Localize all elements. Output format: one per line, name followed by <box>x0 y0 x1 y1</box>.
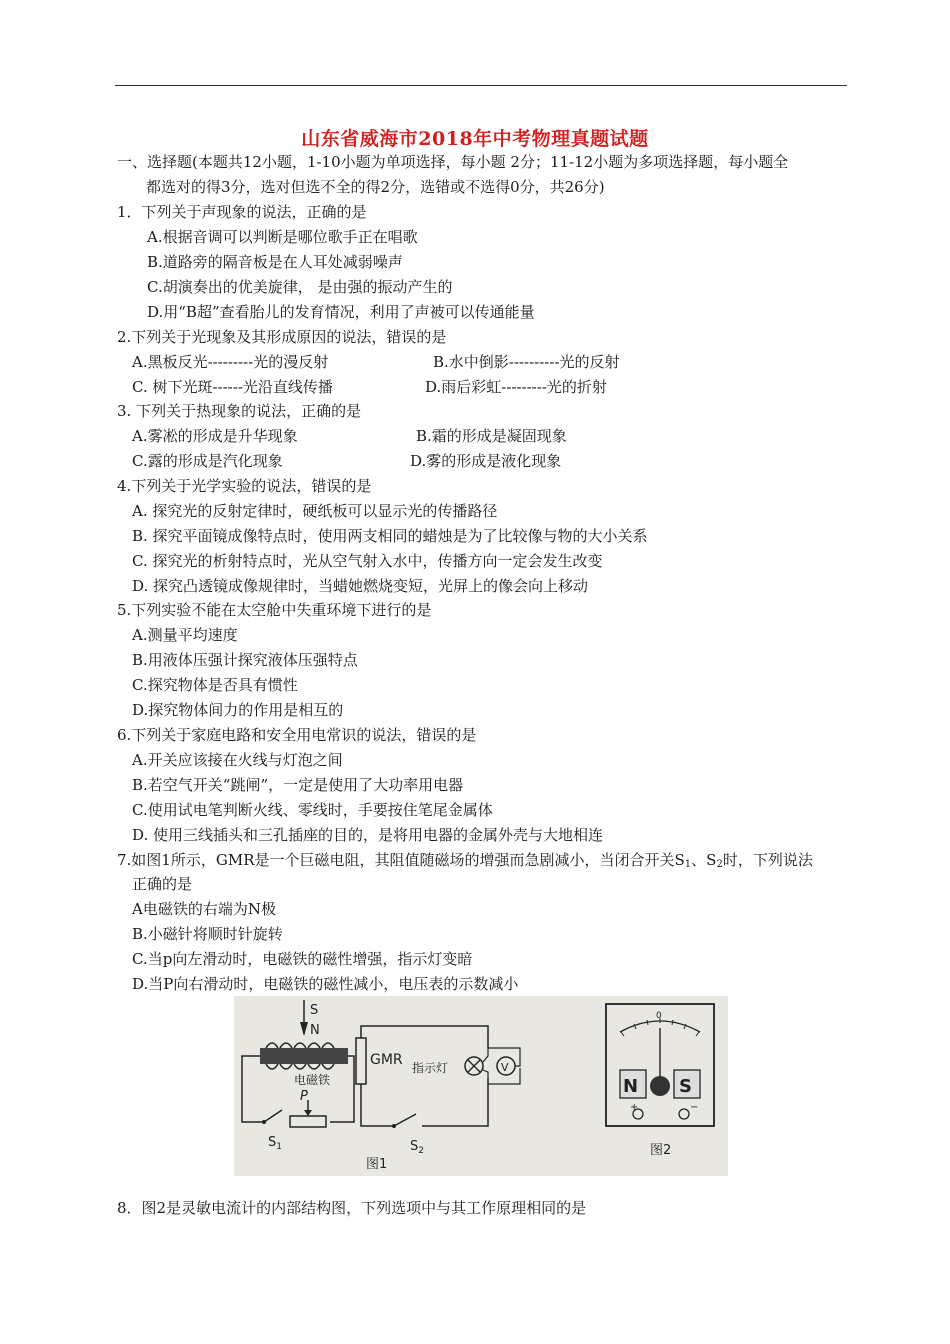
q1-option-c: C.胡演奏出的优美旋律， 是由强的振动产生的 <box>147 278 453 296</box>
question-8-stem: 8．图2是灵敏电流计的内部结构图，下列选项中与其工作原理相同的是 <box>117 1199 587 1217</box>
q3-option-c: C.露的形成是汽化现象 <box>132 452 283 470</box>
meter-s-label: S <box>679 1076 692 1097</box>
q6-option-c: C.使用试电笔判断火线、零线时，手要按住笔尾金属体 <box>132 801 493 819</box>
q4-option-c: C. 探究光的析射特点时，光从空气射入水中，传播方向一定会发生改变 <box>132 552 603 570</box>
svg-text:S1: $S_1$ <box>268 1135 282 1152</box>
q7-option-c: C.当p向左滑动时，电磁铁的磁性增强，指示灯变暗 <box>132 950 473 968</box>
q5-option-d: D.探究物体间力的作用是相互的 <box>132 701 344 719</box>
q6-option-b: B.若空气开关“跳闸”，一定是使用了大功率用电器 <box>132 776 464 794</box>
meter-plus: + <box>630 1102 639 1113</box>
rheostat <box>290 1089 326 1127</box>
gmr-resistor <box>356 1038 403 1084</box>
gmr-label: GMR <box>370 1052 403 1068</box>
q4-option-b: B. 探究平面镜成像特点时，使用两支相同的蜡烛是为了比较像与物的大小关系 <box>132 527 648 545</box>
meter-minus: − <box>690 1102 699 1113</box>
fig2-caption: 图2 <box>650 1143 672 1158</box>
electromagnet <box>260 1043 348 1087</box>
q1-option-b: B.道路旁的隔音板是在人耳处减弱噪声 <box>147 253 403 271</box>
meter-zero: 0 <box>656 1011 662 1021</box>
section-heading: 一、选择题(本题共12小题，1-10小题为单项选择，每小题 2分；11-12小题为多项选择题，每小题全 <box>117 153 789 171</box>
q7-option-a: A电磁铁的右端为N极 <box>132 900 276 918</box>
q1-option-d: D.用“B超”查看胎儿的发育情况，利用了声被可以传通能量 <box>147 303 535 321</box>
voltmeter-symbol: V <box>501 1061 509 1074</box>
galvanometer <box>606 1004 714 1158</box>
q7-option-d: D.当P向右滑动时，电磁铁的磁性减小，电压表的示数减小 <box>132 975 519 993</box>
meter-n-label: N <box>623 1076 639 1097</box>
q6-option-d: D. 使用三线插头和三孔插座的目的，是将用电器的金属外壳与大地相连 <box>132 826 604 844</box>
magnetic-needle <box>300 1000 320 1038</box>
q2-option-b: B.水中倒影----------光的反射 <box>433 353 620 371</box>
figure-drawing <box>234 996 728 1176</box>
q3-option-d: D.雾的形成是液化现象 <box>410 452 562 470</box>
q5-option-b: B.用液体压强计探究液体压强特点 <box>132 651 358 669</box>
question-7-stem-cont: 正确的是 <box>132 875 193 893</box>
needle-n-label: N <box>310 1023 320 1038</box>
question-4-stem: 4.下列关于光学实验的说法，错误的是 <box>117 477 372 495</box>
q4-option-a: A. 探究光的反射定律时，硬纸板可以显示光的传播路径 <box>132 502 498 520</box>
voltmeter <box>488 1048 520 1084</box>
header-rule <box>115 85 847 86</box>
fig1-caption: 图1 <box>366 1157 388 1172</box>
question-5-stem: 5.下列实验不能在太空舱中失重环境下进行的是 <box>117 601 432 619</box>
q1-option-a: A.根据音调可以判断是哪位歌手正在唱歌 <box>147 228 418 246</box>
question-6-stem: 6.下列关于家庭电路和安全用电常识的说法，错误的是 <box>117 726 477 744</box>
question-2-stem: 2.下列关于光现象及其形成原因的说法，错误的是 <box>117 328 447 346</box>
figure-panel <box>234 996 728 1176</box>
section-heading-cont: 都选对的得3分，选对但选不全的得2分，选错或不选得0分，共26分) <box>146 178 605 196</box>
q2-option-c: C. 树下光斑------光沿直线传播 <box>132 378 333 396</box>
question-7-stem: 7.如图1所示，GMR是一个巨磁电阻，其阻值随磁场的增强而急剧减小，当闭合开关$S_1$、$S_2$时，下列说法 <box>117 851 813 870</box>
indicator-lamp <box>412 1057 483 1075</box>
q6-option-a: A.开关应该接在火线与灯泡之间 <box>132 751 343 769</box>
needle-s-label: S <box>310 1003 319 1018</box>
page-title: 山东省威海市2018年中考物理真题试题 <box>301 128 649 150</box>
question-3-stem: 3. 下列关于热现象的说法，正确的是 <box>117 402 362 420</box>
q2-option-d: D.雨后彩虹---------光的折射 <box>425 378 607 396</box>
q4-option-d: D. 探究凸透镜成像规律时，当蜡她燃烧变短，光屏上的像会向上移动 <box>132 577 589 595</box>
slider-label: P <box>300 1089 308 1104</box>
q7-option-b: B.小磁针将顺时针旋转 <box>132 925 283 943</box>
q3-option-b: B.霜的形成是凝固现象 <box>416 427 567 445</box>
q3-option-a: A.雾凇的形成是升华现象 <box>132 427 298 445</box>
switch-s2 <box>392 1114 424 1156</box>
q5-option-c: C.探究物体是否具有惯性 <box>132 676 298 694</box>
lamp-label: 指示灯 <box>412 1061 449 1075</box>
switch-s1 <box>262 1110 282 1152</box>
electromagnet-label: 电磁铁 <box>294 1073 331 1087</box>
svg-text:S2: $S_2$ <box>410 1139 424 1156</box>
q2-option-a: A.黑板反光---------光的漫反射 <box>132 353 329 371</box>
q5-option-a: A.测量平均速度 <box>132 626 238 644</box>
question-1-stem: 1．下列关于声现象的说法，正确的是 <box>117 203 367 221</box>
